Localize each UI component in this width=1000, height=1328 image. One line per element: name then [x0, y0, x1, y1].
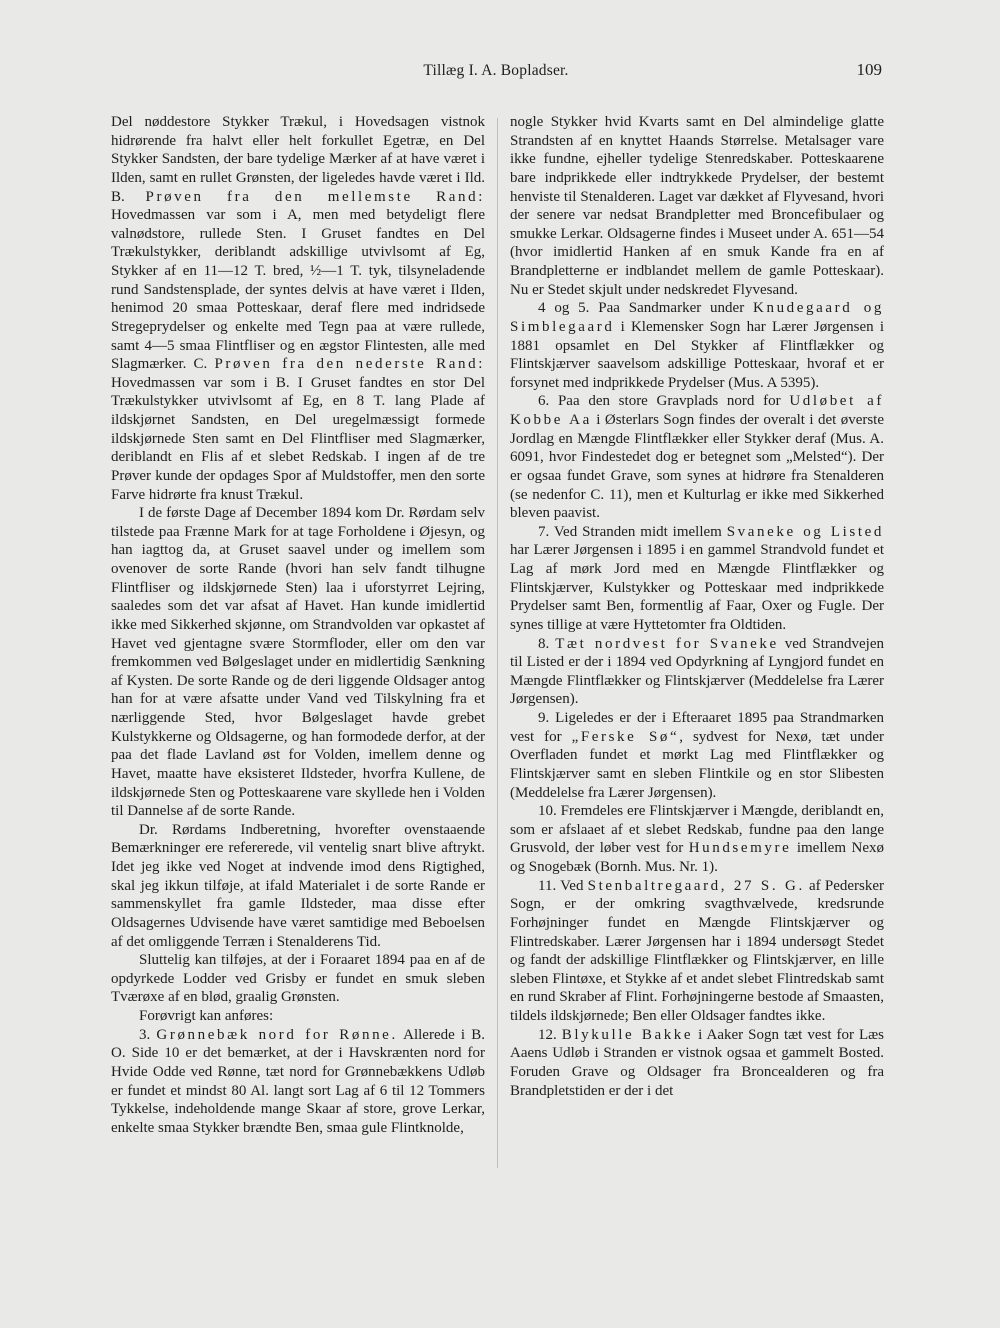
spaced-heading-text: Tæt nordvest for Svaneke [555, 635, 779, 652]
text-run: i Klemensker Sogn har Lærer Jørgensen i 1881 opsamlet en Del Stykker af Flintflækker og Flintskjærver saavelsom adskillige Potteskaar, hvoraf et er forsynet med indprikkede Prydelser (Mus. A 5395). [510, 318, 884, 391]
text-run: Hovedmassen var som i B. I Gruset fandtes en stor Del Trækulstykker utvivlsomt af Eg, en 8 T. lang Plade af ildskjørnet Sandsten, en Del uregelmæssigt formede ildskjørnede Sten samt en Del Flintfliser med Slagmærker, deriblandt en Flis af et slebet Redskab. I ingen af de tre Prøver kunde der opdages Spor af Muldstoffer, men den sorte Farve hidrørte fra knust Trækul. [111, 374, 485, 503]
right-column [510, 113, 884, 1100]
text-run: , sydvest for Nexø, tæt under Overfladen fundet et mørkt Lag med Flintflækker og Flintskjærver samt en sleben Flintkile og en stor Slibesten (Meddelelse fra Lærer Jørgensen). [510, 728, 884, 801]
text-run: 7. Ved Stranden midt imellem [538, 523, 727, 540]
text-run: I de første Dage af December 1894 kom Dr. Rørdam selv tilstede paa Frænne Mark for at tage Forholdene i Øjesyn, og han iagttog da, at Gruset saavel under og imellem som ovenover de sorte Rande (hvori han selv fandt tilhugne Flintfliser og ildskjørnede Sten) laa i uforstyrret Lejring, saaledes som det var afsat af Havet. Han kunde imidlertid ikke med Sikkerhed skjønne, om Strandvolden var opkastet af Havet ved gjentagne svære Stormfloder, eller om den var fremkommen ved Bølgeslaget under en midlertidig Sænkning af Kysten. De sorte Rande og de deri liggende Oldsager antog han for at være afsatte under Vand ved Tilskylning fra et nærliggende Sted, hvor Bølgeslaget havde grebet Kulstykkerne og Oldsagerne, og han formodede derfor, at der paa det flade Lavland øst for Volden, imellem denne og Havet, maatte have eksisteret Ildsteder, hvorfra Kullene, de ildskjørnede Sten og Potteskaarene vare skyllede hen i Volden til Dannelse af de sorte Rande. [111, 505, 485, 820]
text-run: Del nøddestore Stykker Trækul, i Hovedsagen vistnok hidrørende fra halvt eller helt forkullet Egetræ, en Del Stykker Sandsten, der bare tydelige Mærker af at have været i Ilden, samt en rullet Grønsten, der ligeledes havde været i Ild. B. [111, 114, 485, 205]
spaced-heading-text: Svaneke og Listed [726, 523, 884, 540]
spaced-heading-text: Udløbet af Kobbe Aa [510, 393, 884, 428]
spaced-heading-text: Prøven fra den mellemste Rand: [145, 188, 485, 205]
text-run: 4 og 5. Paa Sandmarker under [538, 300, 754, 317]
paragraph [510, 113, 884, 299]
text-run: 9. Ligeledes er der i Efteraaret 1895 paa Strandmarken vest for [510, 710, 884, 745]
paragraph [510, 523, 884, 635]
text-run: Hovedmassen var som i A, men med betydeligt flere valnødstore, rullede Sten. I Gruset fandtes en Del Trækulstykker, deriblandt adskillige utvivlsomt af Eg, Stykker af en 11—12 T. bred, ½—1 T. tyk, tilsyneladende rund Sandstensplade, der syntes delvis at have været i Ilden, henimod 20 smaa Potteskaar, deraf flere med indridsede Stregeprydelser og enkelte med Tegn paa at være rullede, samt 4—5 smaa Flintfliser og en ægstor Flintesten, alle med Slagmærker. C. [111, 207, 485, 373]
paragraph [510, 635, 884, 710]
running-title: Tillæg I. A. Bopladser. [423, 62, 569, 79]
text-run: nogle Stykker hvid Kvarts samt en Del almindelige glatte Strandsten af en knyttet Haands Størrelse. Metalsager vare ikke fundne, ejheller tydelige Stenredskaber. Potteskaarene bare indprikkede eller indtrykkede Prydelser, der bestemt henviste til Stenalderen. Laget var dækket af Flyvesand, hvori der senere var nedsat Brandpletter med Broncefibulaer og smukke Lerkar. Oldsagerne findes i Museet under A. 651—54 (hvor imidlertid Hanken af en smuk Kande fra en af Brandpletterne er indblandet mellem de gamle Potteskaar). Nu er Stedet skjult under nedskredet Flyvesand. [510, 114, 884, 298]
paragraph [510, 1026, 884, 1101]
page-number: 109 [856, 60, 882, 79]
paragraph [510, 877, 884, 1026]
left-column [111, 113, 485, 1137]
text-run: 3. [139, 1026, 157, 1043]
text-run: i Aaker Sogn tæt vest for Læs Aaens Udløb i Stranden er vistnok ogsaa et gammelt Bosted. Foruden Grave og Oldsager fra Broncealderen og fra Brandpletstiden er der i det [510, 1026, 885, 1099]
paragraph [111, 1007, 485, 1026]
paragraph [111, 821, 485, 951]
text-run: Forøvrigt kan anføres: [139, 1008, 274, 1024]
text-run: af Pedersker Sogn, er der omkring svagthvælvede, kredsrunde Forhøjninger fundet en Mængde Flintskjærver og Flintredskaber. Lærer Jørgensen har i 1894 undersøgt Stedet og fandt der adskillige Flintflækker og Flintskjærver, en lille sleben Flintøxe, et Stykke af et andet slebet Flintredskab samt en rund Skraber af Flint. Forhøjningerne bestode af Smaasten, tildels ildskjørnede; Ben eller Oldsager fandtes ikke. [510, 877, 885, 1024]
spaced-heading-text: Prøven fra den nederste Rand: [214, 356, 485, 373]
text-run: 6. Paa den store Gravplads nord for [538, 393, 790, 410]
paragraph [111, 1026, 485, 1138]
spaced-heading-text: Hundsemyre [688, 840, 792, 857]
paragraph [510, 299, 884, 392]
text-run: i Østerlars Sogn findes der overalt i det øverste Jordlag en Mængde Flintflækker eller Stykker deraf (Mus. A. 6091, hvor Findestedet dog er betegnet som „Melsted“). Der er ogsaa fundet Grave, som synes at hidrøre fra Stenalderen (se nedenfor C. 11), men et Kulturlag er ikke med Sikkerhed bleven paavist. [510, 412, 885, 522]
text-run: 11. Ved [538, 877, 588, 894]
text-run: Sluttelig kan tilføjes, at der i Foraaret 1894 paa en af de opdyrkede Lodder ved Grisby er fundet en smuk sleben Tværøxe af en blød, graalig Grønsten. [111, 952, 485, 1006]
paragraph [111, 504, 485, 821]
paragraph [510, 709, 884, 802]
paragraph [510, 802, 884, 877]
text-run: 12. [538, 1026, 562, 1043]
page-header [108, 62, 884, 90]
text-run: Dr. Rørdams Indberetning, hvorefter ovenstaaende Bemærkninger ere refererede, vil ventelig snart blive aftrykt. Idet jeg ikke ved Noget at indvende imod dens Rigtighed, skal jeg ikkun tilføje, at ifald Materialet i de sorte Rande er sammenskyllet fra gamle Ildsteder, maa disse efter Oldsagernes Udvisende have været samtidige med Beboelsen af det omliggende Terræn i Stenalderens Tid. [111, 821, 485, 950]
text-run: 10. Fremdeles ere Flintskjærver i Mængde, deriblandt en, som er afslaaet af et slebet Redskab, fundne paa den lange Grusvold, der løber vest for [510, 803, 884, 857]
text-run: imellem Nexø og Snogebæk (Bornh. Mus. Nr. 1). [510, 840, 884, 875]
spaced-heading-text: Stenbaltregaard, 27 S. G. [587, 877, 805, 894]
column-divider [497, 118, 498, 1168]
paragraph [111, 951, 485, 1007]
text-run: ved Strandvejen til Listed er der i 1894 ved Opdyrkning af Lyngjord fundet en Mængde Flintflækker og Flintskjærver (Meddelelse fra Lærer Jørgensen). [510, 635, 885, 708]
spaced-heading-text: „Ferske Sø“ [571, 728, 680, 745]
text-run: Allerede i B. O. Side 10 er det bemærket, at der i Havskrænten nord for Hvide Odde ved Rønne, tæt nord for Grønnebækkens Udløb er fundet et mindst 80 Al. langt sort Lag af 6 til 12 Tommers Tykkelse, indeholdende mange Skaar af store, grove Lerkar, enkelte smaa Stykker brændte Ben, smaa gule Flintknolde, [111, 1026, 486, 1136]
spaced-heading-text: Grønnebæk nord for Rønne. [156, 1026, 398, 1043]
spaced-heading-text: Blykulle Bakke [561, 1026, 694, 1043]
text-run: 8. [538, 635, 556, 652]
paragraph [510, 392, 884, 522]
paragraph [111, 113, 485, 504]
text-run: har Lærer Jørgensen i 1895 i en gammel Strandvold fundet et Lag af mørk Jord med en Mængde Flintflækker og Flintskjærver, Kulstykker og Potteskaar med indprikkede Prydelser samt Ben, formentlig af Faar, Oxer og Fugle. Der synes tillige at være Hyttetomter fra Oldtiden. [510, 542, 884, 633]
spaced-heading-text: Knudegaard og Simblegaard [510, 300, 884, 335]
